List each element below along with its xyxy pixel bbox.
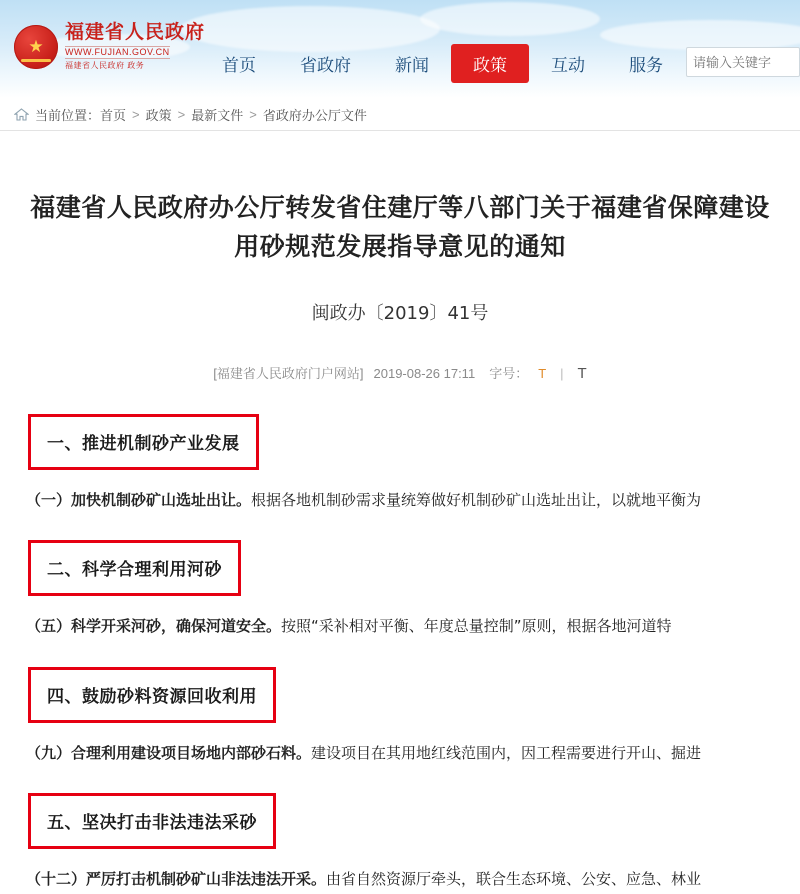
home-icon <box>14 108 29 121</box>
font-size-small-button[interactable]: T <box>577 364 587 382</box>
article-meta <box>30 363 770 382</box>
article-body <box>20 382 780 894</box>
section-paragraph-1 <box>20 486 780 515</box>
logo-title: 福建省人民政府 <box>65 21 206 43</box>
paragraph-lead-2: （五）科学开采河砂，确保河道安全。 <box>26 617 282 635</box>
paragraph-rest-3: 建设项目在其用地红线范围内，因工程需要进行开山、掘进 <box>311 743 702 762</box>
article-datetime: 2019-08-26 17:11 <box>373 365 476 381</box>
font-size-label: 字号： <box>489 365 529 381</box>
breadcrumb-separator: > <box>249 106 257 122</box>
nav-item-provincial-government[interactable]: 省政府 <box>300 56 351 75</box>
logo-url: WWW.FUJIAN.GOV.CN <box>65 46 170 59</box>
nav-item-news[interactable]: 新闻 <box>395 56 429 75</box>
main-navigation <box>200 44 685 83</box>
font-size-divider: | <box>560 365 564 381</box>
breadcrumb <box>0 98 800 131</box>
paragraph-lead-4: （十二）严厉打击机制砂矿山非法违法开采。 <box>26 870 327 888</box>
paragraph-lead-1: （一）加快机制砂矿山选址出让。 <box>26 490 252 509</box>
nav-item-home[interactable]: 首页 <box>222 56 256 75</box>
breadcrumb-item-office-documents[interactable]: 省政府办公厅文件 <box>262 107 367 123</box>
section-paragraph-2 <box>20 612 780 641</box>
section-paragraph-4 <box>20 865 780 894</box>
paragraph-rest-1: 根据各地机制砂需求量统筹做好机制砂矿山选址出让，以就地平衡为 <box>251 490 702 509</box>
nav-item-services[interactable]: 服务 <box>629 56 663 75</box>
site-header <box>0 0 800 98</box>
breadcrumb-separator: > <box>177 106 186 122</box>
nav-item-interaction[interactable]: 互动 <box>551 56 585 75</box>
section-heading-1: 一、推进机制砂产业发展 <box>28 414 259 470</box>
paragraph-lead-3: （九）合理利用建设项目场地内部砂石料。 <box>26 743 312 762</box>
breadcrumb-separator: > <box>132 106 140 122</box>
font-size-large-button[interactable]: T <box>538 365 547 381</box>
logo-subtitle: 福建省人民政府 政务 <box>65 60 145 70</box>
section-heading-4: 五、坚决打击非法违法采砂 <box>28 793 276 849</box>
breadcrumb-item-latest-documents[interactable]: 最新文件 <box>191 107 244 123</box>
section-paragraph-3 <box>20 739 780 768</box>
nav-item-policy[interactable]: 政策 <box>451 44 529 83</box>
logo-text <box>65 23 205 70</box>
search-box[interactable] <box>686 47 800 77</box>
national-emblem-icon <box>14 25 58 69</box>
section-heading-3: 四、鼓励砂料资源回收利用 <box>28 667 276 723</box>
site-logo[interactable] <box>14 23 205 70</box>
paragraph-rest-4: 由省自然资源厅牵头，联合生态环境、公安、应急、林业 <box>326 870 702 888</box>
breadcrumb-prefix: 当前位置： <box>35 107 101 123</box>
section-heading-2: 二、科学合理利用河砂 <box>28 540 241 596</box>
article <box>0 131 800 382</box>
cloud-decoration <box>420 2 600 36</box>
breadcrumb-item-policy[interactable]: 政策 <box>145 107 172 123</box>
breadcrumb-item-home[interactable]: 首页 <box>100 107 127 123</box>
search-input[interactable] <box>687 55 799 70</box>
page-title: 福建省人民政府办公厅转发省住建厅等八部门关于福建省保障建设用砂规范发展指导意见的通知 <box>30 193 770 261</box>
paragraph-rest-2: 按照“采补相对平衡、年度总量控制”原则，根据各地河道特 <box>281 617 672 635</box>
document-number: 闽政办〔2019〕41号 <box>311 302 489 324</box>
article-source: [福建省人民政府门户网站] <box>213 365 364 381</box>
